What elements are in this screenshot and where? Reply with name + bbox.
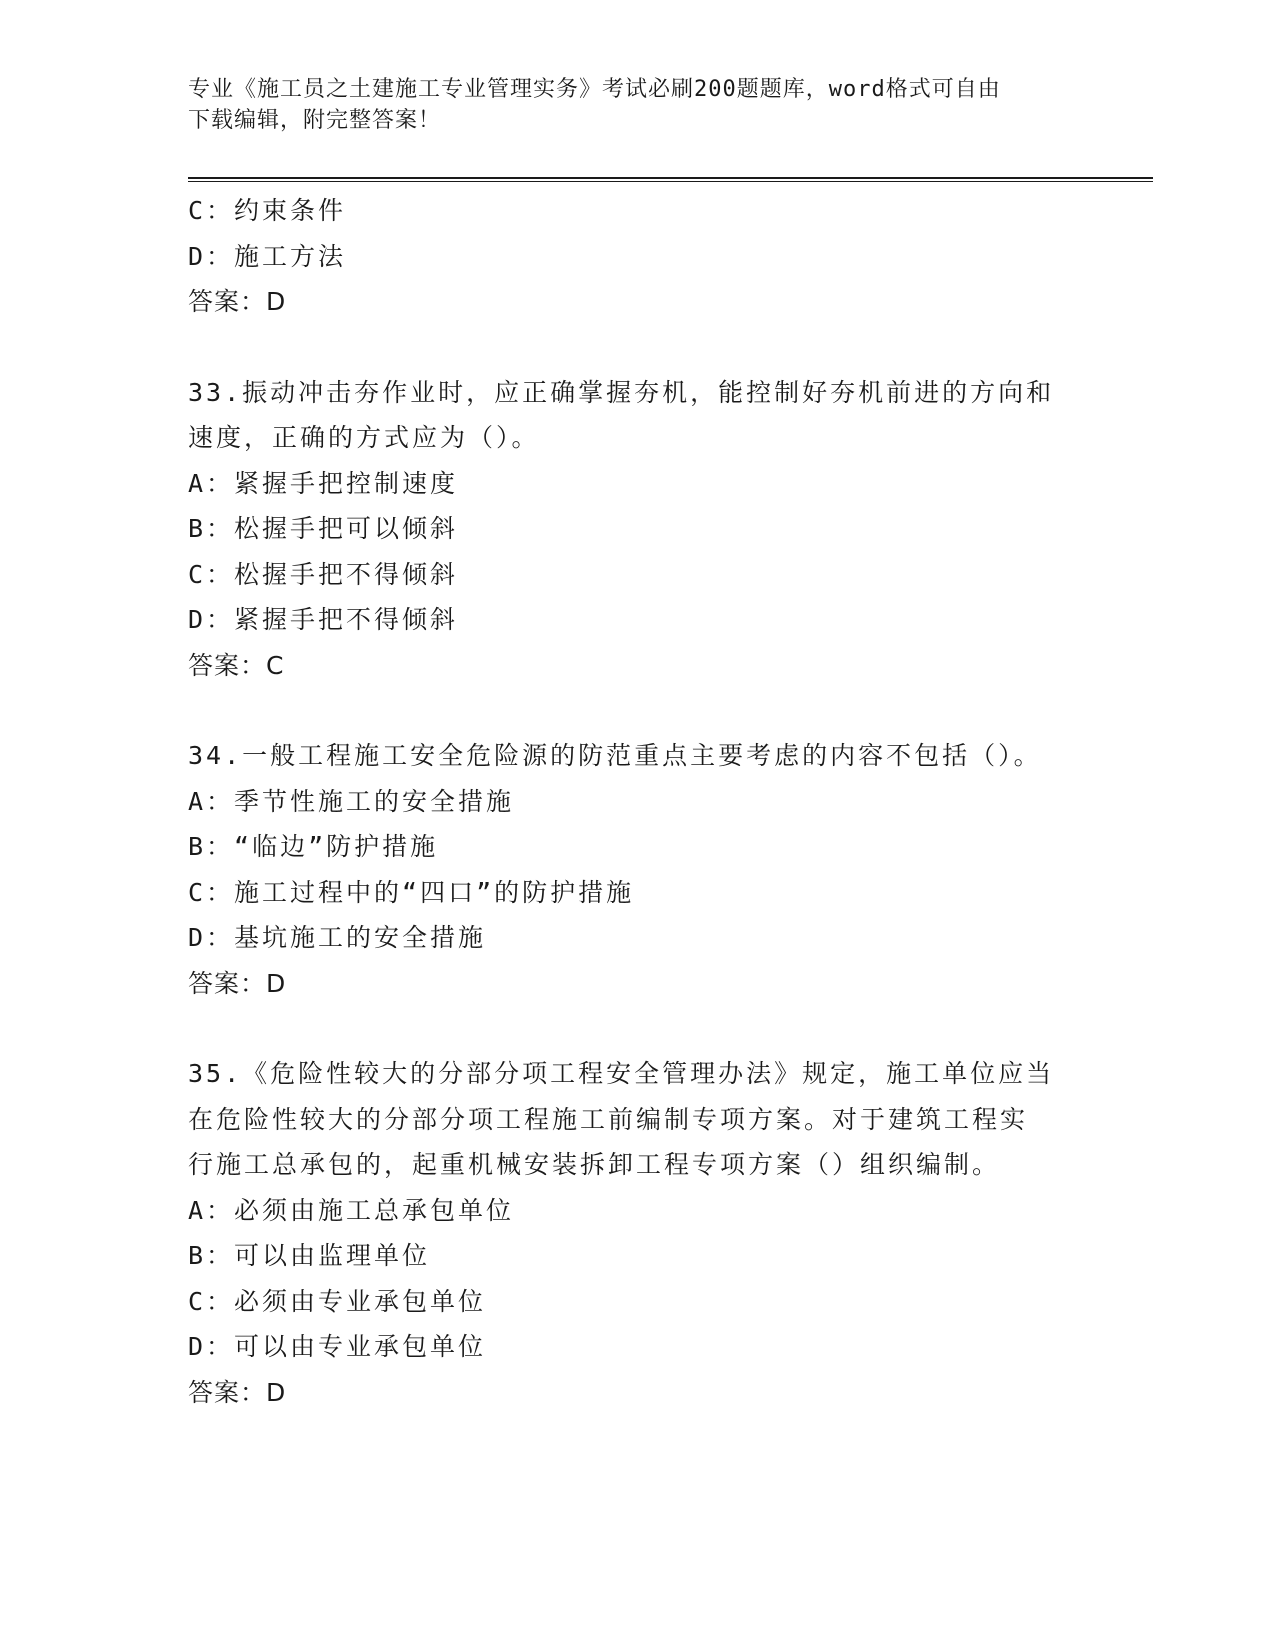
option-a: A：必须由施工总承包单位 <box>188 1195 515 1225</box>
option-b: B：松握手把可以倾斜 <box>188 514 459 543</box>
question-stem: 35.《危险性较大的分部分项工程安全管理办法》规定，施工单位应当 <box>188 1059 1055 1088</box>
option-d: D：施工方法 <box>188 241 347 271</box>
option-c: C：松握手把不得倾斜 <box>188 559 459 589</box>
question-stem: 速度，正确的方式应为（）。 <box>188 423 540 452</box>
question-32-continuation <box>188 188 1088 325</box>
header-title-line-2: 下载编辑，附完整答案！ <box>188 108 442 133</box>
page-content <box>188 188 1088 1415</box>
answer: 答案：C <box>188 650 285 680</box>
answer: 答案：D <box>188 968 287 998</box>
option-d: D：紧握手把不得倾斜 <box>188 605 459 634</box>
question-35 <box>188 1051 1088 1415</box>
header-title-line-1: 专业《施工员之土建施工专业管理实务》考试必刷200题题库，word格式可自由 <box>188 77 1001 102</box>
page-header <box>188 74 1068 136</box>
question-34 <box>188 733 1088 1006</box>
option-c: C：施工过程中的“四口”的防护措施 <box>188 877 635 907</box>
option-a: A：季节性施工的安全措施 <box>188 786 515 816</box>
question-stem: 34.一般工程施工安全危险源的防范重点主要考虑的内容不包括（）。 <box>188 741 1042 770</box>
question-stem: 33.振动冲击夯作业时，应正确掌握夯机，能控制好夯机前进的方向和 <box>188 377 1055 407</box>
spacer <box>188 1006 1088 1051</box>
option-c: C：必须由专业承包单位 <box>188 1286 487 1316</box>
option-d: D：基坑施工的安全措施 <box>188 923 487 952</box>
question-stem: 行施工总承包的，起重机械安装拆卸工程专项方案（）组织编制。 <box>188 1150 1001 1179</box>
option-d: D：可以由专业承包单位 <box>188 1332 487 1361</box>
option-b: B：可以由监理单位 <box>188 1241 431 1270</box>
option-c: C：约束条件 <box>188 196 347 225</box>
header-rule-thin <box>188 181 1153 182</box>
question-stem: 在危险性较大的分部分项工程施工前编制专项方案。对于建筑工程实 <box>188 1104 1029 1134</box>
answer: 答案：D <box>188 1377 287 1407</box>
spacer <box>188 688 1088 733</box>
question-33 <box>188 370 1088 689</box>
option-b: B：“临边”防护措施 <box>188 832 439 861</box>
option-a: A：紧握手把控制速度 <box>188 468 459 498</box>
header-rule <box>188 177 1153 179</box>
spacer <box>188 325 1088 370</box>
answer: 答案：D <box>188 287 287 316</box>
